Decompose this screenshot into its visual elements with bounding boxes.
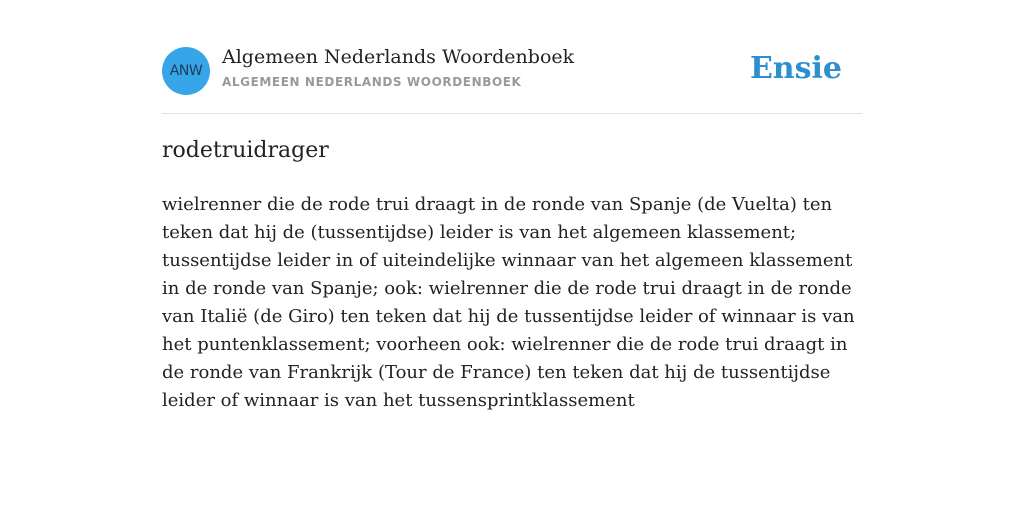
source-title[interactable]: Algemeen Nederlands Woordenboek: [222, 46, 575, 68]
source-avatar[interactable]: ANW: [162, 47, 210, 95]
source-header: [162, 46, 862, 96]
source-subtitle: ALGEMEEN NEDERLANDS WOORDENBOEK: [222, 75, 522, 89]
entry-term: rodetruidrager: [162, 138, 329, 163]
brand-logo[interactable]: Ensie: [749, 51, 842, 86]
header-divider: [162, 113, 862, 114]
entry-definition: wielrenner die de rode trui draagt in de ronde van Spanje (de Vuelta) ten teken dat hij de (tussentijdse) leider is van het algemeen klassement; tussentijdse leider in of uiteindelijke winnaar van het algemeen klassement in de ronde van Spanje; ook: wielrenner die de rode trui draagt in de ronde van Italië (de Giro) ten teken dat hij de tussentijdse leider of winnaar is van het puntenklassement; voorheen ook: wielrenner die de rode trui draagt in de ronde van Frankrijk (Tour de France) ten teken dat hij de tussentijdse leider of winnaar is van het tussensprintklassement: [162, 194, 855, 411]
